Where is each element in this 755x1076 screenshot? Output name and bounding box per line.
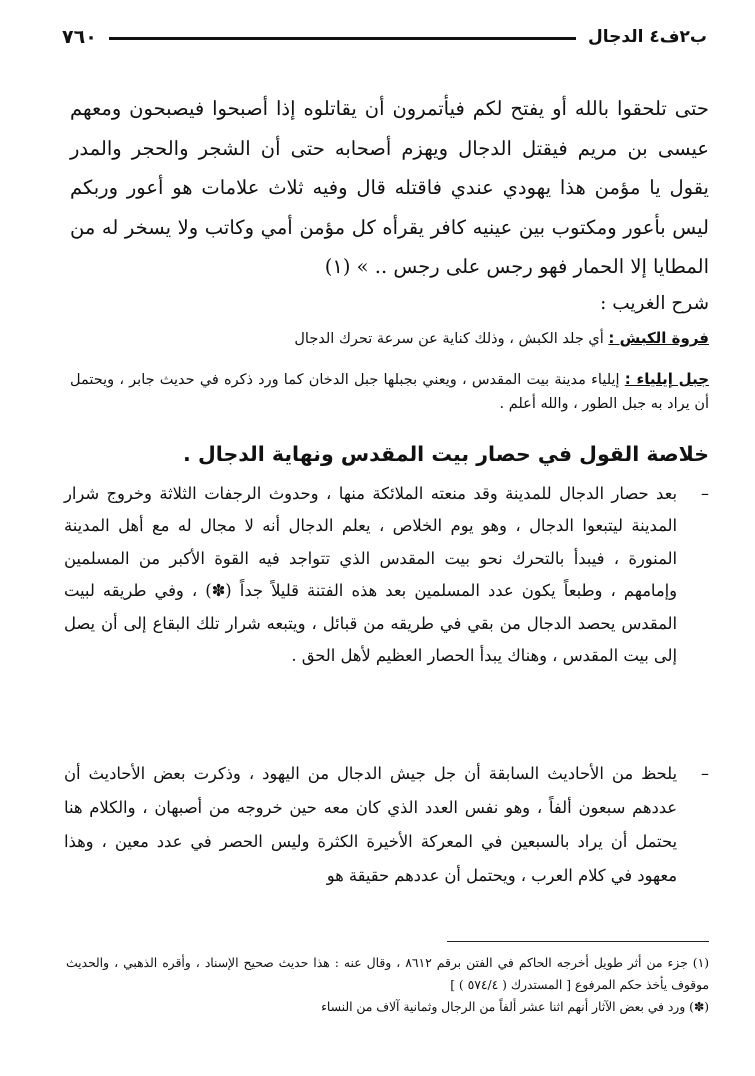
footnote: (١) جزء من أثر طويل أخرجه الحاكم في الفتن برقم ٨٦١٢ ، وقال عنه : هذا حديث صحيح الإسناد ، وأقره الذهبي ، والحديث موقوف يأخذ حكم المرفوع [ المستدرك ( ٥٧٤/٤ ) ] [66,956,709,992]
bullet-text: بعد حصار الدجال للمدينة وقد منعته الملائكة منها ، وحدوث الرجفات الثلاثة وخروج شرار المدينة ليتبعوا الدجال ، وهو يوم الخلاص ، يعلم الدجال أنه لا مجال له مع أهل المدينة المنورة ، فيبدأ بالتحرك نحو بيت المقدس الذي تتواجد فيه القوة الأكبر من المسلمين وإمامهم ، وطبعاً يكون عدد المسلمين بعد هذه الفتنة قليلاً جداً (✽) ، وفي طريقه لبيت المقدس يحصد الدجال من بقي في طريقه من قبائل ، ويتبعه شرار تلك البقاع إلى أن يصل إلى بيت المقدس ، وهناك يبدأ الحصار العظيم لأهل الحق . [64,484,677,666]
page-header [62,22,707,52]
bullet-paragraph [64,757,709,893]
hadith-text: حتى تلحقوا بالله أو يفتح لكم فيأتمرون أن يقاتلوه إذا أصبحوا فيصبحون ومعهم عيسى بن مريم فيقتل الدجال ويهزم أصحابه حتى أن الشجر والحجر والمدر يقول يا مؤمن هذا يهودي عندي فاقتله قال وفيه ثلاث علامات هو أعور وربكم ليس بأعور ومكتوب بين عينيه كافر يقرأه كل مؤمن أمي وكاتب ولا يسخر له من المطايا إلا الحمار فهو رجس على رجس .. » (١) [70,97,709,278]
running-title: ب٢ف٤ الدجال [588,27,707,47]
header-rule [109,37,576,40]
glossary-term: فروة الكبش : [608,329,709,347]
dash-marker: – [700,484,709,503]
glossary-definition: أي جلد الكبش ، وذلك كناية عن سرعة تحرك الدجال [294,331,609,347]
bullet-paragraph [64,478,709,672]
page-number: ٧٦٠ [62,26,97,48]
glossary-entry [70,367,709,416]
glossary-entry [70,326,709,351]
section-title: خلاصة القول في حصار بيت المقدس ونهاية الدجال . [183,442,709,466]
dash-marker: – [700,764,709,783]
bullet-text: يلحظ من الأحاديث السابقة أن جل جيش الدجال من اليهود ، وذكرت بعض الأحاديث أن عددهم سبعون ألفاً ، وهو نفس العدد الذي كان معه حين خروجه من أصبهان ، والكلام هنا يحتمل أن يراد بالسبعين في المعركة الأخيرة الكثرة وليس الحصر في عدد معين ، وهذا معهود في كلام العرب ، ويحتمل أن عددهم حقيقة هو [64,764,677,885]
footnote-separator [447,941,709,942]
footnote: (✽) ورد في بعض الآثار أنهم اثنا عشر ألفاً من الرجال وثمانية آلاف من النساء [321,1000,709,1014]
glossary-term: جبل إيلياء : [624,370,709,388]
glossary-definition: إيلياء مدينة بيت المقدس ، ويعني بجبلها جبل الدخان كما ورد ذكره في حديث جابر ، ويحتمل أن يراد به جبل الطور ، والله أعلم . [70,372,709,412]
footnotes [66,952,709,1018]
glossary-heading: شرح الغريب : [600,293,709,314]
